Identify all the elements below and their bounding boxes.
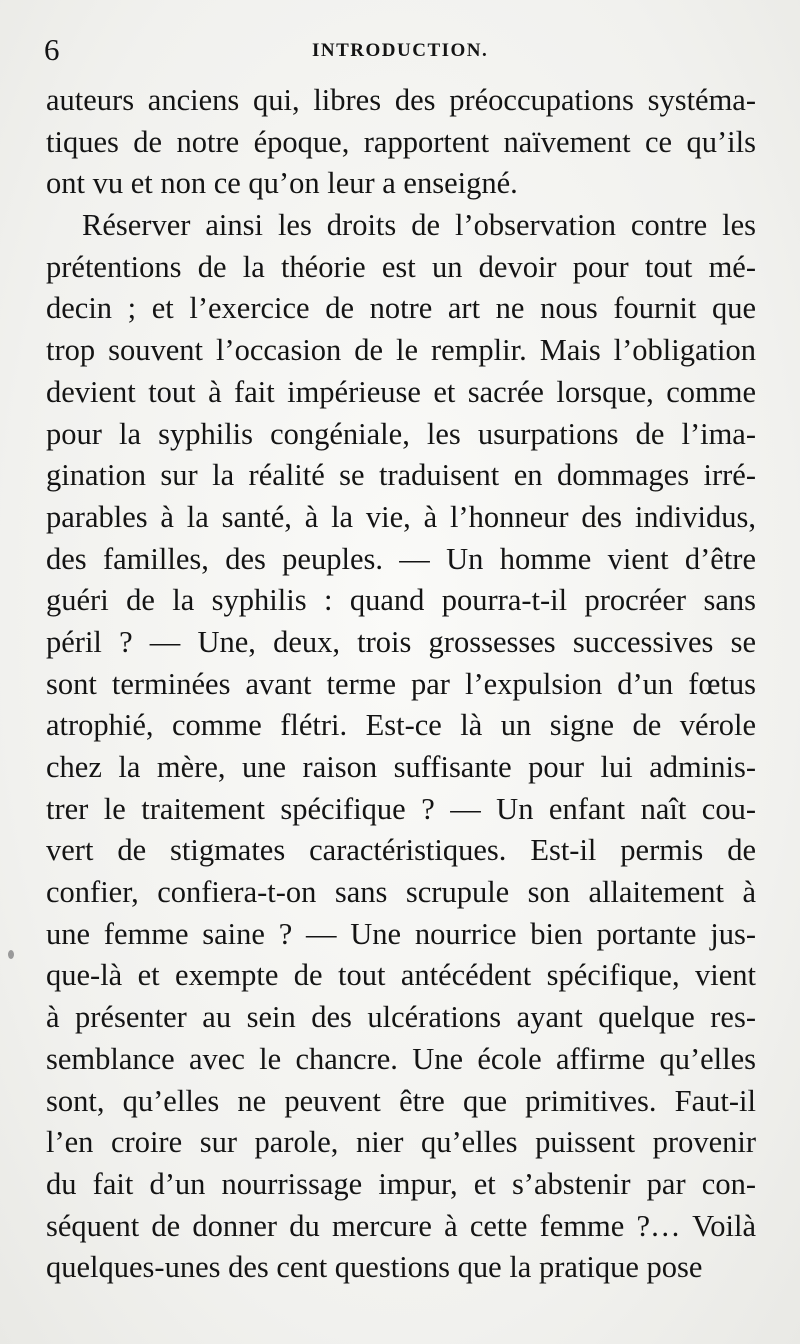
text-line: trer le traitement spécifique ? — Un enfant naît cou- [46,791,756,826]
text-line: que-là et exempte de tout antécédent spécifique, vient [46,958,756,993]
text-line: péril ? — Une, deux, trois grossesses successives se [46,624,756,659]
text-line: auteurs anciens qui, libres des préoccupations systéma- [46,83,756,117]
text-line: vert de stigmates caractéristiques. Est-il permis de [46,833,756,868]
text-line: tiques de notre époque, rapportent naïvement ce qu’ils [46,124,756,159]
text-line: quelques-unes des cent questions que la pratique pose [46,1250,703,1285]
text-line: parables à la santé, à la vie, à l’honneur des individus, [46,499,756,534]
text-line: gination sur la réalité se traduisent en dommages irré- [46,458,756,493]
text-line: sont terminées avant terme par l’expulsion d’un fœtus [46,666,756,701]
paragraph [46,80,756,205]
text-line: séquent de donner du mercure à cette femme ?… Voilà [46,1208,756,1243]
text-line: decin ; et l’exercice de notre art ne nous fournit que [46,291,756,326]
text-line: trop souvent l’occasion de le remplir. Mais l’obligation [46,333,756,368]
ink-speck [8,950,14,959]
text-line: chez la mère, une raison suffisante pour lui adminis- [46,750,756,784]
text-line: confier, confiera-t-on sans scrupule son allaitement à [46,875,756,910]
running-title: INTRODUCTION. [312,40,489,61]
body-text [46,80,756,1289]
text-line: devient tout à fait impérieuse et sacrée lorsque, comme [46,374,756,409]
text-line: du fait d’un nourrissage impur, et s’abstenir par con- [46,1166,756,1201]
text-line: l’en croire sur parole, nier qu’elles puissent provenir [46,1125,756,1160]
text-line: Réserver ainsi les droits de l’observation contre les [82,208,756,243]
text-line: des familles, des peuples. — Un homme vient d’être [46,541,756,576]
paragraph [46,205,756,1289]
text-line: semblance avec le chancre. Une école affirme qu’elles [46,1041,756,1076]
text-line: pour la syphilis congéniale, les usurpations de l’ima- [46,416,756,451]
running-head [44,30,760,70]
text-line: prétentions de la théorie est un devoir pour tout mé- [46,249,756,284]
text-line: une femme saine ? — Une nourrice bien portante jus- [46,916,756,951]
text-line: ont vu et non ce qu’on leur a enseigné. [46,166,518,201]
text-line: sont, qu’elles ne peuvent être que primitives. Faut-il [46,1083,756,1118]
text-line: à présenter au sein des ulcérations ayant quelque res- [46,1000,756,1035]
page-number: 6 [44,32,60,67]
text-line: guéri de la syphilis : quand pourra-t-il procréer sans [46,583,756,618]
text-line: atrophié, comme flétri. Est-ce là un signe de vérole [46,708,756,743]
